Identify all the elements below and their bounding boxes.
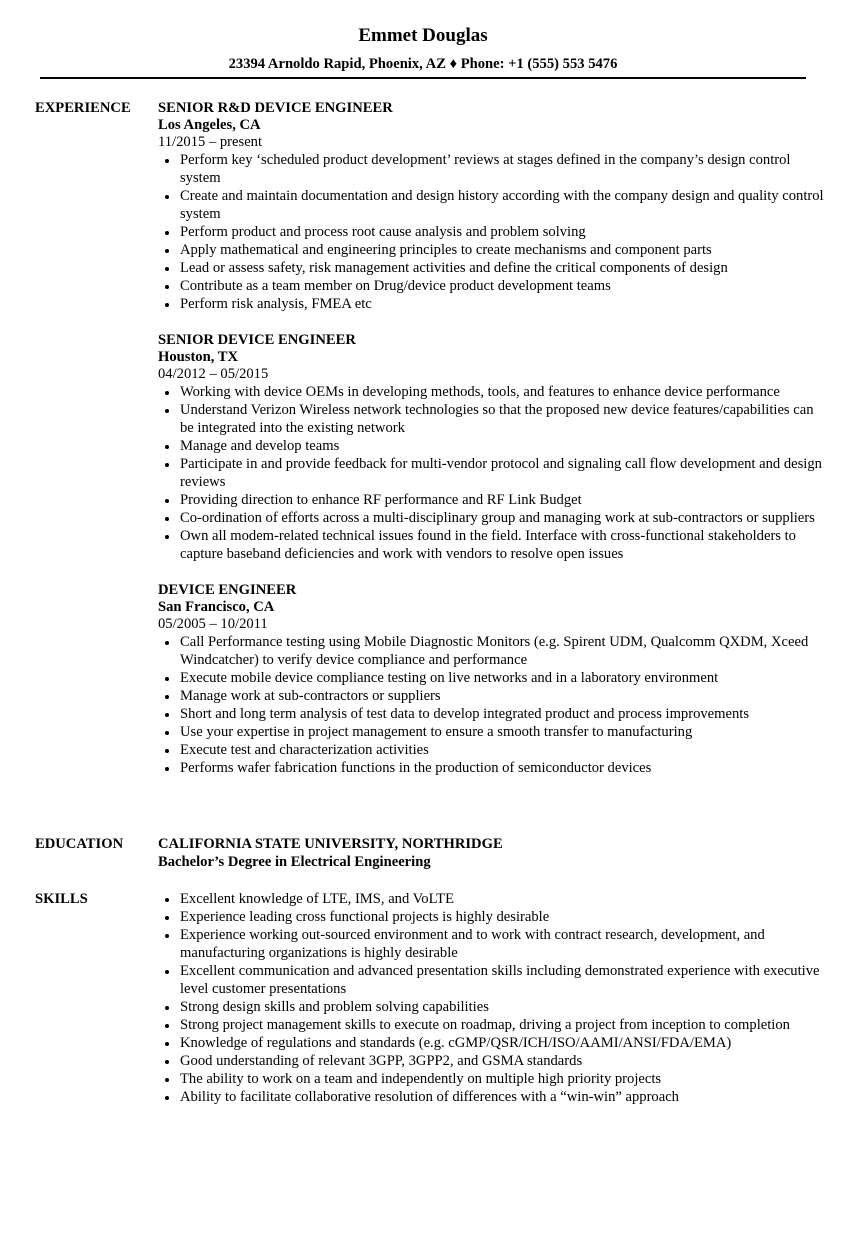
list-item [158,383,830,401]
bullet-text: Working with device OEMs in developing methods, tools, and features to enhance device performance [180,384,780,400]
bullet-text: Apply mathematical and engineering principles to create mechanisms and component parts [180,242,712,258]
job-title: SENIOR R&D DEVICE ENGINEER [158,100,393,116]
bullet-text: Contribute as a team member on Drug/device product development teams [180,278,611,294]
list-item [158,1034,830,1052]
bullet-text: Execute mobile device compliance testing on live networks and in a laboratory environment [180,670,719,686]
list-item [158,669,830,687]
diamond-separator-icon: ♦ [449,56,458,72]
job-dates: 11/2015 – present [158,134,263,150]
list-item [158,741,830,759]
list-item [158,962,830,998]
address: 23394 Arnoldo Rapid, Phoenix, AZ [228,56,446,72]
job-bullets [158,633,830,777]
bullet-icon [165,159,169,163]
degree: Bachelor’s Degree in Electrical Engineering [158,854,431,870]
skill-text: Experience working out-sourced environment and to work with contract research, development, and manufacturing organizations is highly desirable [180,927,765,961]
contact-line [40,55,806,73]
bullet-text: Use your expertise in project management to ensure a smooth transfer to manufacturing [180,724,693,740]
bullet-icon [165,713,169,717]
list-item [158,491,830,509]
bullet-text: Co-ordination of efforts across a multi-disciplinary group and managing work at sub-contractors or suppliers [180,510,815,526]
job-bullets [158,151,830,313]
phone: Phone: +1 (555) 553 5476 [460,56,618,72]
skills-list-container [158,890,830,1106]
bullet-text: Own all modem-related technical issues found in the field. Interface with cross-functional stakeholders to capture baseband deficiencies and work with vendors to resolve open issues [180,528,796,562]
experience-list [158,99,830,795]
skill-text: Strong design skills and problem solving capabilities [180,999,489,1015]
bullet-text: Perform product and process root cause analysis and problem solving [180,224,586,240]
skill-text: Strong project management skills to execute on roadmap, driving a project from inception to completion [180,1017,790,1033]
bullet-text: Understand Verizon Wireless network technologies so that the proposed new device features/capabilities can be integrated into the existing network [180,402,814,436]
list-item [158,633,830,669]
list-item [158,1052,830,1070]
bullet-icon [165,499,169,503]
job-entry [158,331,830,563]
bullet-icon [165,695,169,699]
section-title-education: EDUCATION [35,836,124,852]
bullet-icon [165,749,169,753]
bullet-icon [165,934,169,938]
job-entry [158,99,830,313]
list-item [158,908,830,926]
list-item [158,455,830,491]
list-item [158,241,830,259]
list-item [158,705,830,723]
list-item [158,437,830,455]
list-item [158,151,830,187]
list-item [158,687,830,705]
list-item [158,277,830,295]
bullet-icon [165,1042,169,1046]
bullet-icon [165,970,169,974]
skills-list [158,890,830,1106]
bullet-icon [165,195,169,199]
bullet-text: Manage and develop teams [180,438,340,454]
bullet-text: Participate in and provide feedback for multi-vendor protocol and signaling call flow development and design reviews [180,456,822,490]
skill-text: Good understanding of relevant 3GPP, 3GPP2, and GSMA standards [180,1053,583,1069]
header-divider [40,77,806,79]
bullet-icon [165,445,169,449]
bullet-icon [165,267,169,271]
job-bullets [158,383,830,563]
bullet-icon [165,1060,169,1064]
job-entry [158,581,830,777]
job-dates: 04/2012 – 05/2015 [158,366,269,382]
bullet-text: Perform risk analysis, FMEA etc [180,296,372,312]
bullet-text: Short and long term analysis of test data to develop integrated product and process improvements [180,706,750,722]
list-item [158,926,830,962]
job-title: SENIOR DEVICE ENGINEER [158,332,356,348]
education-entry [158,835,830,871]
bullet-icon [165,1096,169,1100]
bullet-icon [165,409,169,413]
section-title-skills: SKILLS [35,891,88,907]
list-item [158,1070,830,1088]
bullet-icon [165,285,169,289]
list-item [158,223,830,241]
bullet-text: Execute test and characterization activities [180,742,429,758]
skill-text: Excellent knowledge of LTE, IMS, and VoLTE [180,891,455,907]
bullet-icon [165,916,169,920]
list-item [158,759,830,777]
job-location: San Francisco, CA [158,599,275,615]
bullet-icon [165,677,169,681]
list-item [158,509,830,527]
bullet-icon [165,517,169,521]
bullet-text: Call Performance testing using Mobile Diagnostic Monitors (e.g. Spirent UDM, Qualcomm QXDM, Xceed Windcatcher) to verify device compliance and performance [180,634,809,668]
bullet-icon [165,1078,169,1082]
bullet-icon [165,1006,169,1010]
bullet-icon [165,249,169,253]
section-title-experience: EXPERIENCE [35,100,131,116]
bullet-icon [165,641,169,645]
bullet-icon [165,535,169,539]
bullet-icon [165,303,169,307]
job-location: Houston, TX [158,349,239,365]
skill-text: Knowledge of regulations and standards (e.g. cGMP/QSR/ICH/ISO/AAMI/ANSI/FDA/EMA) [180,1035,732,1051]
skill-text: Ability to facilitate collaborative resolution of differences with a “win-win” approach [180,1089,679,1105]
job-title: DEVICE ENGINEER [158,582,297,598]
list-item [158,890,830,908]
list-item [158,1088,830,1106]
skill-text: Experience leading cross functional projects is highly desirable [180,909,550,925]
list-item [158,401,830,437]
list-item [158,259,830,277]
list-item [158,723,830,741]
job-dates: 05/2005 – 10/2011 [158,616,268,632]
list-item [158,998,830,1016]
skill-text: The ability to work on a team and independently on multiple high priority projects [180,1071,662,1087]
resume-header [40,24,806,73]
bullet-icon [165,1024,169,1028]
bullet-icon [165,231,169,235]
school-name: CALIFORNIA STATE UNIVERSITY, NORTHRIDGE [158,836,503,852]
job-location: Los Angeles, CA [158,117,261,133]
bullet-text: Create and maintain documentation and design history according with the company design and quality control system [180,188,824,222]
list-item [158,527,830,563]
bullet-icon [165,463,169,467]
list-item [158,295,830,313]
skill-text: Excellent communication and advanced presentation skills including demonstrated experience with executive level customer presentations [180,963,820,997]
bullet-text: Performs wafer fabrication functions in the production of semiconductor devices [180,760,652,776]
bullet-text: Perform key ‘scheduled product development’ reviews at stages defined in the company’s design control system [180,152,791,186]
bullet-text: Providing direction to enhance RF performance and RF Link Budget [180,492,582,508]
candidate-name: Emmet Douglas [358,25,488,46]
bullet-icon [165,767,169,771]
list-item [158,187,830,223]
bullet-icon [165,391,169,395]
bullet-icon [165,731,169,735]
list-item [158,1016,830,1034]
bullet-text: Lead or assess safety, risk management activities and define the critical components of design [180,260,728,276]
bullet-text: Manage work at sub-contractors or suppliers [180,688,441,704]
bullet-icon [165,898,169,902]
